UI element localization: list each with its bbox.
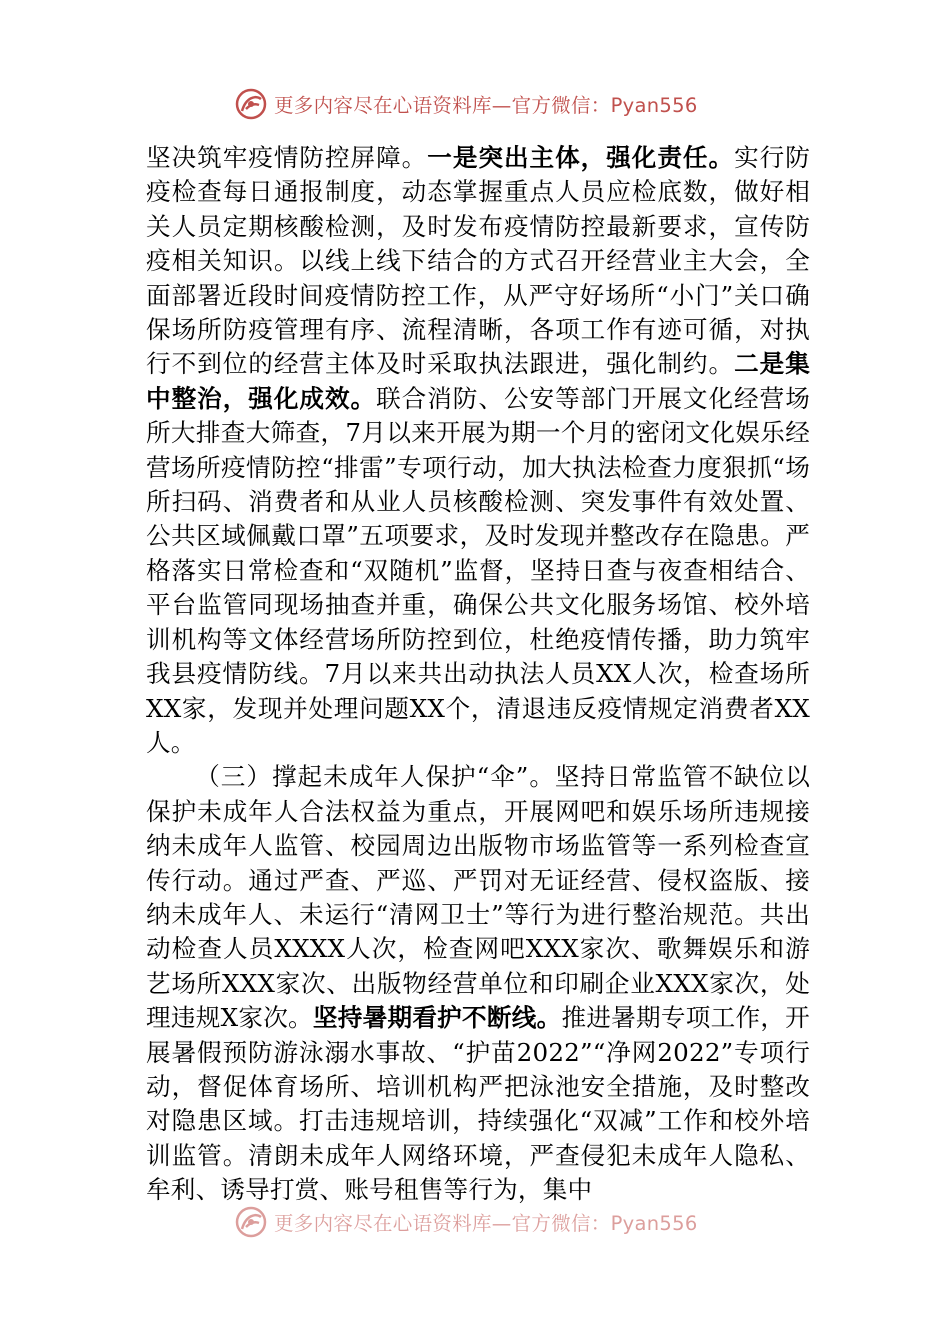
- text-span: 联合消防、公安等部门开展文化经营场所大排查大筛查，7月以来开展为期一个月的密闭文化娱乐经营场所疫情防控“排雷”专项行动，加大执法检查力度狠抓“场所扫码、消费者和从业人员核酸检测、突发事件有效处置、公共区域佩戴口罩”五项要求，及时发现并整改存在隐患。严格落实日常检查和“双随机”监督，坚持日查与夜查相结合、平台监管同现场抽查并重，确保公共文化服务场馆、校外培训机构等文体经营场所防控到位，杜绝疫情传播，助力筑牢我县疫情防线。7月以来共出动执法人员XX人次，检查场所XX家，发现并处理问题XX个，清退违反疫情规定消费者XX人。: [146, 383, 810, 757]
- text-span: 坚决筑牢疫情防控屏障。: [146, 143, 428, 172]
- watermark-text: 更多内容尽在心语资料库—官方微信：Pyan556: [274, 94, 698, 117]
- bold-heading: 坚持暑期看护不断线。: [312, 1003, 562, 1033]
- text-span: 推进暑期专项工作，开展暑假预防游泳溺水事故、“护苗2022”“净网2022”专项行动，督促体育场所、培训机构严把泳池安全措施，及时整改对隐患区域。打击违规培训，持续强化“双减”工作和校外培训监管。清朗未成年人网络环境，严查侵犯未成年人隐私、牟利、诱导打赏、账号租售等行为，集中: [146, 1003, 810, 1205]
- paragraph-minor-protection: [146, 760, 810, 1207]
- seal-logo-icon: [234, 87, 268, 121]
- bold-heading: 二是集中整治，强化成效。: [146, 349, 810, 413]
- footer-watermark: [234, 1204, 734, 1240]
- paragraph-epidemic: [146, 141, 810, 760]
- header-watermark: [234, 86, 734, 122]
- text-span: 实行防疫检查每日通报制度，动态掌握重点人员应检底数，做好相关人员定期核酸检测，及时发布疫情防控最新要求，宣传防疫相关知识。以线上线下结合的方式召开经营业主大会，全面部署近段时间疫情防控工作，从严守好场所“小门”关口确保场所防疫管理有序、流程清晰，各项工作有迹可循，对执行不到位的经营主体及时采取执法跟进，强化制约。: [146, 143, 810, 379]
- bold-heading: 一是突出主体，强化责任。: [427, 143, 735, 172]
- text-span: （三）撑起未成年人保护“伞”。坚持日常监管不缺位以保护未成年人合法权益为重点，开展网吧和娱乐场所违规接纳未成年人监管、校园周边出版物市场监管等一系列检查宣传行动。通过严查、严巡、严罚对无证经营、侵权盗版、接纳未成年人、未运行“清网卫士”等行为进行整治规范。共出动检查人员XXXX人次，检查网吧XXX家次、歌舞娱乐和游艺场所XXX家次、出版物经营单位和印刷企业XXX家次，处理违规X家次。: [146, 762, 810, 1033]
- document-body: [146, 141, 810, 1208]
- seal-logo-icon: [234, 1205, 268, 1239]
- watermark-text: 更多内容尽在心语资料库—官方微信：Pyan556: [274, 1212, 698, 1235]
